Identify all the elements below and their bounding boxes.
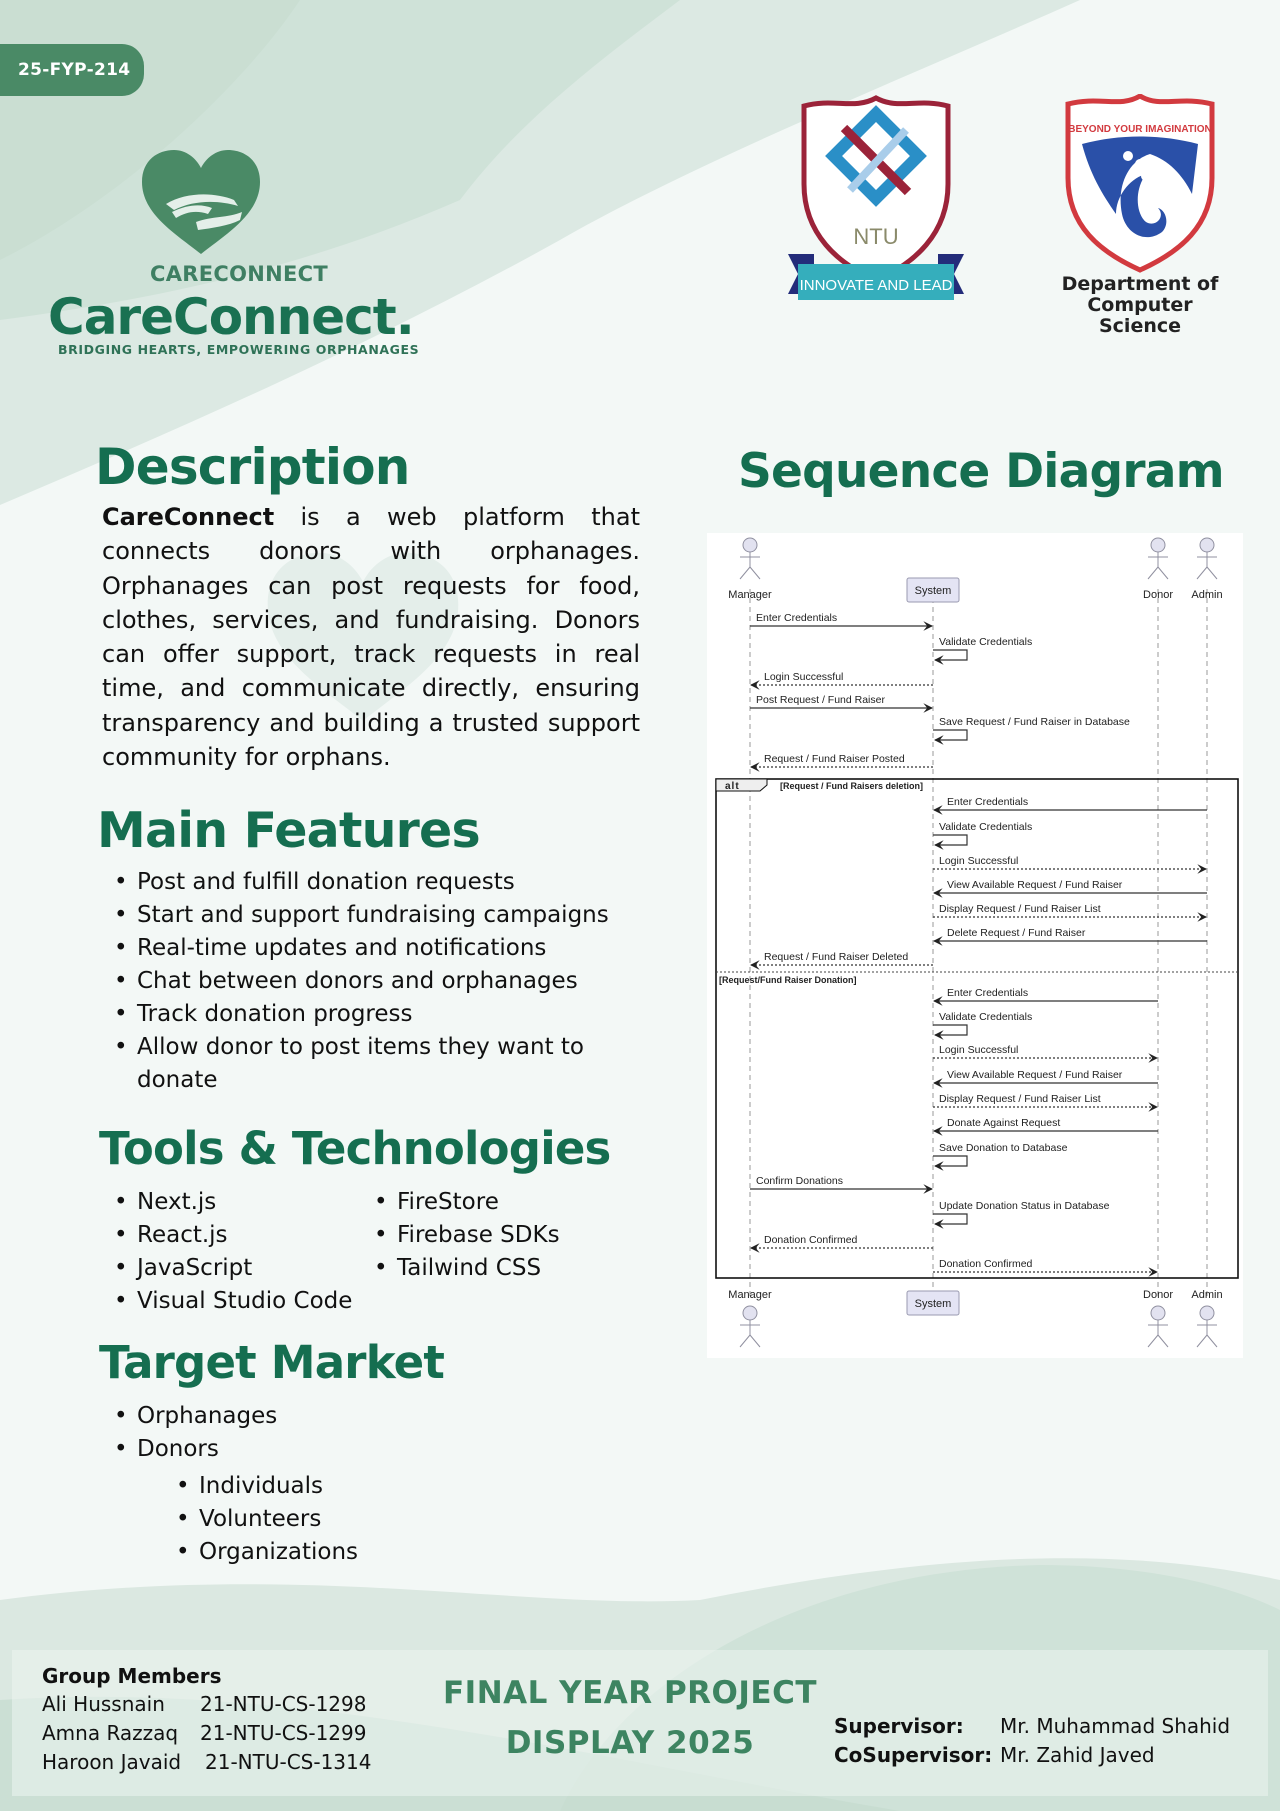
description-heading: Description [95,438,410,496]
cosupervisor-row [834,1743,1155,1767]
feature-item: • Chat between donors and orphanages [102,965,662,998]
tool-item: • Visual Studio Code [102,1285,362,1318]
heart-hands-icon [136,148,266,260]
alt-tab [716,779,767,791]
participant-label: System [914,1298,952,1310]
participant-label: Admin [1191,589,1223,601]
market-heading: Target Market [99,1336,445,1389]
actor-manager-top-leg-l [740,567,750,579]
ntu-motto: INNOVATE AND LEAD [799,277,953,294]
message-label: Validate Credentials [939,1011,1033,1023]
dept-label [1050,274,1230,337]
fyp-line-2: DISPLAY 2025 [505,1725,755,1761]
actor-manager-top-head [743,538,757,552]
actor-admin-top-leg-r [1207,567,1217,579]
member-id: 21-NTU-CS-1299 [200,1721,367,1745]
fyp-line-1: FINAL YEAR PROJECT [442,1675,818,1711]
sequence-diagram-canvas [707,533,1243,1358]
message-label: Validate Credentials [939,821,1033,833]
market-subitem: • Volunteers [164,1503,524,1536]
cosupervisor-label: CoSupervisor: [834,1743,993,1767]
participant-label: Admin [1191,1289,1223,1301]
message-label: Request / Fund Raiser Posted [764,753,905,765]
participant-label: Manager [728,589,772,601]
tool-item: • JavaScript [102,1252,362,1285]
dept-line-2: Computer Science [1087,294,1193,337]
actor-admin-top-leg-l [1197,567,1207,579]
market-item: • Donors [102,1433,502,1466]
tool-item: • Tailwind CSS [362,1252,622,1285]
participant-label: Donor [1143,589,1173,601]
message-label: Donation Confirmed [764,1234,858,1246]
dept-cs-crest-logo [1050,94,1230,337]
actor-donor-top-leg-l [1148,567,1158,579]
supervisor-row [834,1714,1230,1738]
logo-tagline: BRIDGING HEARTS, EMPOWERING ORPHANAGES [58,342,420,357]
description-lead: CareConnect [102,503,275,531]
message-label: Login Successful [939,1044,1019,1056]
ntu-text: NTU [853,224,899,249]
actor-admin-bottom-head [1200,1306,1214,1320]
market-subitem: • Individuals [164,1470,524,1503]
self-message-arrow [933,730,967,740]
message-label: Request / Fund Raiser Deleted [764,951,909,963]
sequence-diagram [707,533,1243,1358]
self-message-arrow [933,1214,967,1224]
project-id-badge: 25-FYP-214 [0,44,144,96]
self-message-arrow [933,1025,967,1035]
tool-item: • Next.js [102,1186,362,1219]
message-label: Donate Against Request [947,1117,1061,1129]
actor-donor-bottom-head [1151,1306,1165,1320]
feature-item: • Start and support fundraising campaigns [102,899,662,932]
member-id: 21-NTU-CS-1314 [205,1750,372,1774]
dept-motto: BEYOND YOUR IMAGINATION [1068,124,1212,135]
description-body: is a web platform that connects donors with orphanages. Orphanages can post requests for food, clothes, services, and fundraising. Donors can offer support, track requests in real time, and communicate directly, ensuring transparency and building a trusted support community for orphans. [102,503,640,772]
cosupervisor-name: Mr. Zahid Javed [1000,1743,1155,1767]
alt-guard: [Request / Fund Raisers deletion] [780,781,924,791]
participant-label: System [914,585,952,597]
ntu-crest-logo [784,94,968,304]
member-row [42,1721,367,1745]
supervisor-label: Supervisor: [834,1714,964,1738]
message-label: Login Successful [939,855,1019,867]
message-label: View Available Request / Fund Raiser [947,1069,1123,1081]
participant-label: Manager [728,1289,772,1301]
self-message-arrow [933,1156,967,1166]
message-label: Enter Credentials [947,796,1029,808]
tools-list-col2 [362,1186,622,1285]
message-label: Save Request / Fund Raiser in Database [939,716,1130,728]
tool-item: • FireStore [362,1186,622,1219]
actor-admin-bottom-leg-r [1207,1335,1217,1347]
supervisor-name: Mr. Muhammad Shahid [1000,1714,1231,1738]
feature-item: • Allow donor to post items they want to donate [102,1031,602,1097]
tool-item: • React.js [102,1219,362,1252]
tools-heading: Tools & Technologies [99,1122,611,1175]
actor-donor-bottom-leg-r [1158,1335,1168,1347]
fyp-display-title [430,1668,830,1768]
group-members-title: Group Members [42,1664,222,1688]
member-name: Amna Razzaq [42,1721,179,1745]
description-text [102,500,640,774]
member-name: Haroon Javaid [42,1750,182,1774]
self-message-arrow [933,835,967,845]
careconnect-logo [40,140,440,370]
message-label: Validate Credentials [939,636,1033,648]
message-label: Post Request / Fund Raiser [756,694,885,706]
member-row [42,1750,372,1774]
self-message-arrow [933,650,967,660]
market-subitem: • Organizations [164,1536,524,1569]
actor-donor-bottom-leg-l [1148,1335,1158,1347]
message-label: Display Request / Fund Raiser List [939,903,1101,915]
member-row [42,1692,367,1716]
actor-admin-top-head [1200,538,1214,552]
tool-item: • Firebase SDKs [362,1219,622,1252]
member-name: Ali Hussnain [42,1692,165,1716]
feature-item: • Real-time updates and notifications [102,932,662,965]
message-label: Donation Confirmed [939,1258,1033,1270]
market-list [102,1400,502,1466]
message-label: Save Donation to Database [939,1142,1068,1154]
market-sublist [164,1470,524,1569]
actor-manager-bottom-leg-l [740,1335,750,1347]
sequence-heading: Sequence Diagram [738,444,1224,499]
message-label: Enter Credentials [756,612,838,624]
message-label: Update Donation Status in Database [939,1200,1110,1212]
logo-small-text: CARECONNECT [150,262,328,286]
message-label: Login Successful [764,671,844,683]
message-label: Delete Request / Fund Raiser [947,927,1086,939]
member-id: 21-NTU-CS-1298 [200,1692,367,1716]
feature-item: • Track donation progress [102,998,662,1031]
actor-admin-bottom-leg-l [1197,1335,1207,1347]
actor-donor-top-head [1151,538,1165,552]
tools-list-col1 [102,1186,362,1318]
participant-label: Donor [1143,1289,1173,1301]
alt-label: alt [725,781,740,792]
features-list [102,866,662,1097]
feature-item: • Post and fulfill donation requests [102,866,662,899]
message-label: Display Request / Fund Raiser List [939,1093,1101,1105]
message-label: Confirm Donations [756,1175,843,1187]
features-heading: Main Features [97,802,480,859]
actor-donor-top-leg-r [1158,567,1168,579]
actor-manager-top-leg-r [750,567,760,579]
dept-line-1: Department of [1061,273,1219,295]
actor-manager-bottom-head [743,1306,757,1320]
logo-wordmark: CareConnect. [48,288,414,346]
market-item: • Orphanages [102,1400,502,1433]
message-label: View Available Request / Fund Raiser [947,879,1123,891]
alt-guard: [Request/Fund Raiser Donation] [719,975,857,985]
message-label: Enter Credentials [947,987,1029,999]
actor-manager-bottom-leg-r [750,1335,760,1347]
